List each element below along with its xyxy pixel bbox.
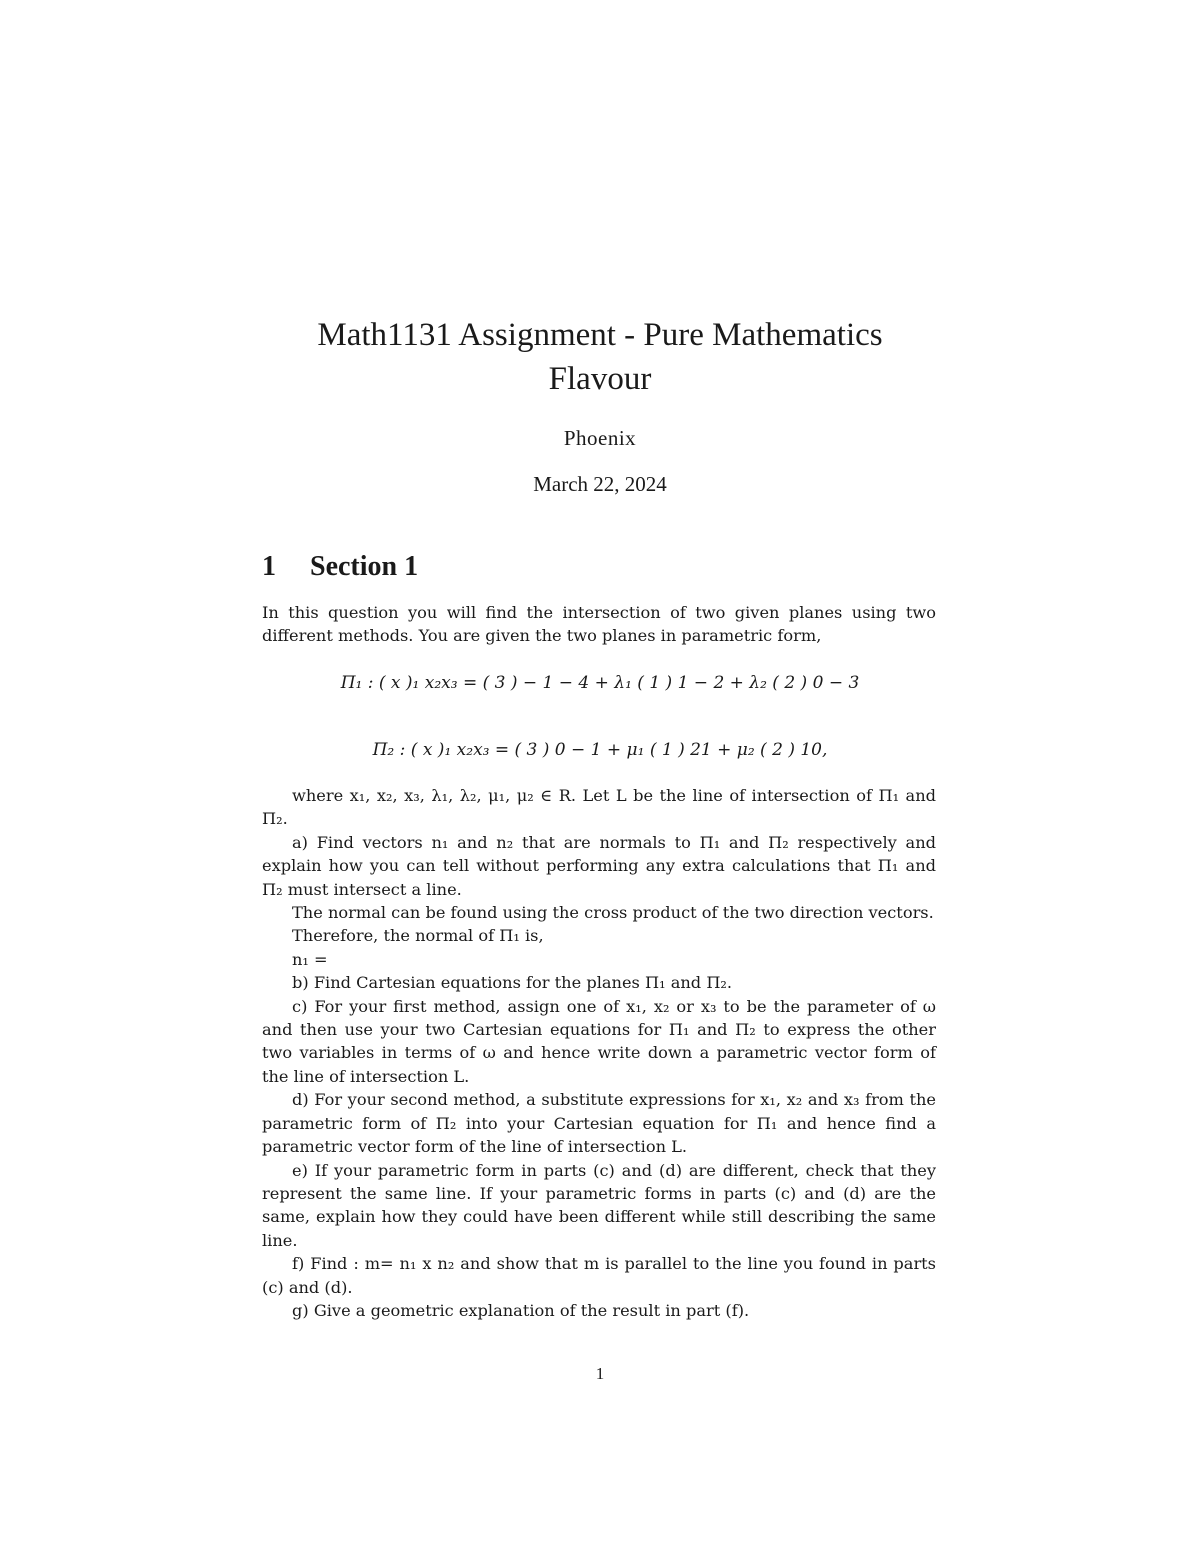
section-number: 1: [262, 551, 276, 582]
document-title-line-1: Math1131 Assignment - Pure Mathematics: [317, 317, 883, 353]
part-f-paragraph: f) Find : m= n₁ x n₂ and show that m is parallel to the line you found in parts (c) and (d).: [262, 1254, 936, 1297]
part-b-paragraph: b) Find Cartesian equations for the planes Π₁ and Π₂.: [292, 973, 733, 993]
section-title: Section 1: [310, 551, 419, 582]
therefore-paragraph: Therefore, the normal of Π₁ is,: [292, 926, 544, 946]
n1-equation: n₁ =: [292, 949, 328, 969]
where-paragraph: where x₁, x₂, x₃, λ₁, λ₂, μ₁, μ₂ ∈ R. Let L be the line of intersection of Π₁ and Π₂.: [262, 786, 936, 829]
question-body: [262, 784, 936, 1322]
intro-paragraph: In this question you will find the intersection of two given planes using two different methods. You are given the two planes in parametric form,: [262, 603, 936, 646]
part-a-paragraph: a) Find vectors n₁ and n₂ that are normals to Π₁ and Π₂ respectively and explain how you can tell without performing any extra calculations that Π₁ and Π₂ must intersect a line.: [262, 832, 936, 899]
part-c-paragraph: c) For your first method, assign one of x₁, x₂ or x₃ to be the parameter of ω and then use your two Cartesian equations for Π₁ and Π₂ to express the other two variables in terms of ω and hence write down a parametric vector form of the line of intersection L.: [262, 996, 936, 1086]
part-g-paragraph: g) Give a geometric explanation of the result in part (f).: [292, 1300, 750, 1320]
document-date: March 22, 2024: [533, 472, 667, 496]
page-number: 1: [595, 1364, 605, 1383]
part-e-paragraph: e) If your parametric form in parts (c) and (d) are different, check that they represent the same line. If your parametric forms in parts (c) and (d) are the same, explain how they could have been different while still describing the same line.: [262, 1160, 936, 1250]
plane-1-equation: Π₁ : ( x )₁ x₂x₃ = ( 3 ) − 1 − 4 + λ₁ ( 1 ) 1 − 2 + λ₂ ( 2 ) 0 − 3: [340, 673, 860, 693]
normal-note-paragraph: The normal can be found using the cross product of the two direction vectors.: [292, 903, 934, 923]
part-d-paragraph: d) For your second method, a substitute expressions for x₁, x₂ and x₃ from the parametric form of Π₂ into your Cartesian equation for Π₁ and hence find a parametric vector form of the line of intersection L.: [262, 1090, 936, 1157]
plane-2-equation: Π₂ : ( x )₁ x₂x₃ = ( 3 ) 0 − 1 + μ₁ ( 1 ) 21 + μ₂ ( 2 ) 10,: [372, 740, 828, 760]
document-author: Phoenix: [563, 426, 637, 450]
document-title-line-2: Flavour: [548, 361, 652, 397]
section-heading: [262, 551, 418, 583]
